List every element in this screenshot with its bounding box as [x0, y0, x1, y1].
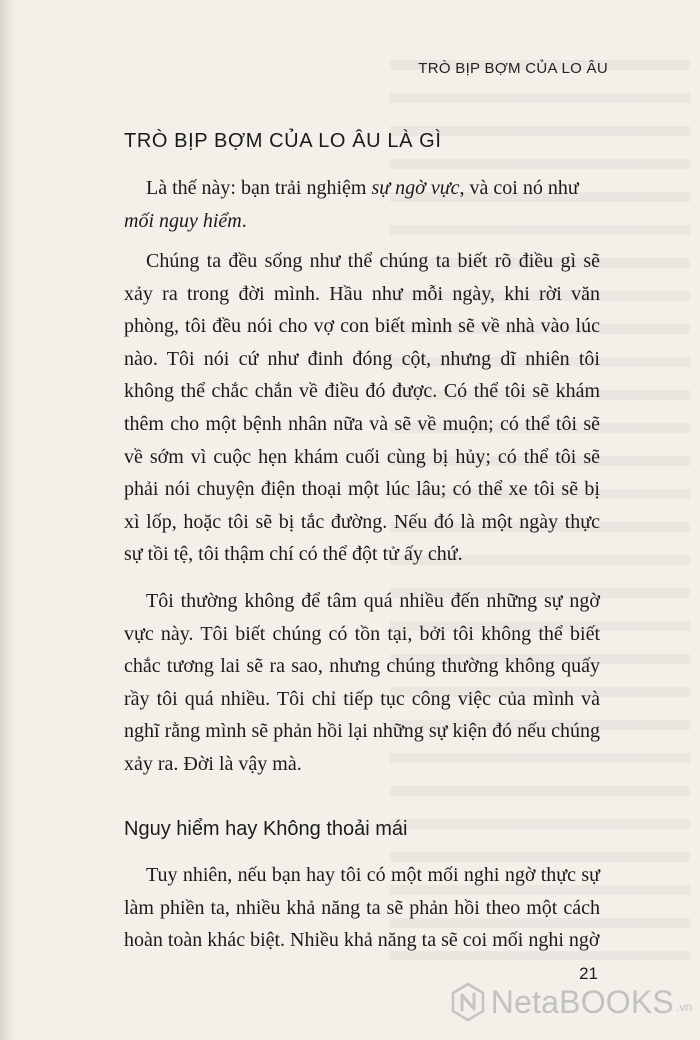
paragraph-3: Tôi thường không để tâm quá nhiều đến những sự ngờ vực này. Tôi biết chúng có tồn tại, bởi tôi không thể biết chắc tương lai sẽ ra sao, nhưng chúng thường không quấy rầy tôi quá nhiều. Tôi chỉ tiếp tục công việc của mình và nghĩ rằng mình sẽ phản hồi lại những sự kiện đó nếu chúng xảy ra. Đời là vậy mà.: [124, 590, 600, 775]
emphasis-danger: mối nguy hiểm: [124, 209, 242, 232]
paragraph-4: Tuy nhiên, nếu bạn hay tôi có một mối nghi ngờ thực sự làm phiền ta, nhiều khả năng ta sẽ phản hồi theo một cách hoàn toàn khác biệt. Nhiều khả năng ta sẽ coi mối nghi ngờ: [124, 864, 600, 952]
netabooks-logo-icon: [451, 982, 485, 1022]
paragraph-1-after: .: [241, 209, 247, 232]
emphasis-doubt: sự ngờ vực: [371, 177, 460, 199]
watermark-suffix: .vn: [675, 1000, 692, 1014]
watermark-text: NetaBOOKS: [490, 983, 674, 1020]
subheading: Nguy hiểm hay Không thoải mái: [124, 818, 408, 840]
section-title: TRÒ BỊP BỢM CỦA LO ÂU LÀ GÌ: [124, 130, 442, 152]
paragraph-1-before: Là thế này: bạn trải nghiệm: [146, 177, 372, 199]
paragraph-1: [124, 172, 600, 237]
watermark: [451, 982, 692, 1022]
running-header: TRÒ BỊP BỢM CỦA LO ÂU: [418, 60, 608, 77]
page-number: 21: [579, 964, 598, 983]
paragraph-2: Chúng ta đều sống như thể chúng ta biết rõ điều gì sẽ xảy ra trong đời mình. Hầu như mỗi ngày, khi rời văn phòng, tôi đều nói cho vợ con biết mình sẽ về nhà vào lúc nào. Tôi nói cứ như đinh đóng cột, nhưng dĩ nhiên tôi không thể chắc chắn về điều đó được. Có thể tôi sẽ khám thêm cho một bệnh nhân nữa và sẽ về muộn; có thể tôi sẽ về sớm vì cuộc hẹn khám cuối cùng bị hủy; có thể tôi sẽ phải nói chuyện điện thoại một lúc lâu; có thể xe tôi sẽ bị xì lốp, hoặc tôi sẽ bị tắc đường. Nếu đó là một ngày thực sự tồi tệ, tôi thậm chí có thể đột tử ấy chứ.: [124, 250, 600, 566]
page-gutter-shadow: [0, 0, 14, 1040]
paragraph-1-middle: , và coi nó như: [459, 177, 579, 199]
